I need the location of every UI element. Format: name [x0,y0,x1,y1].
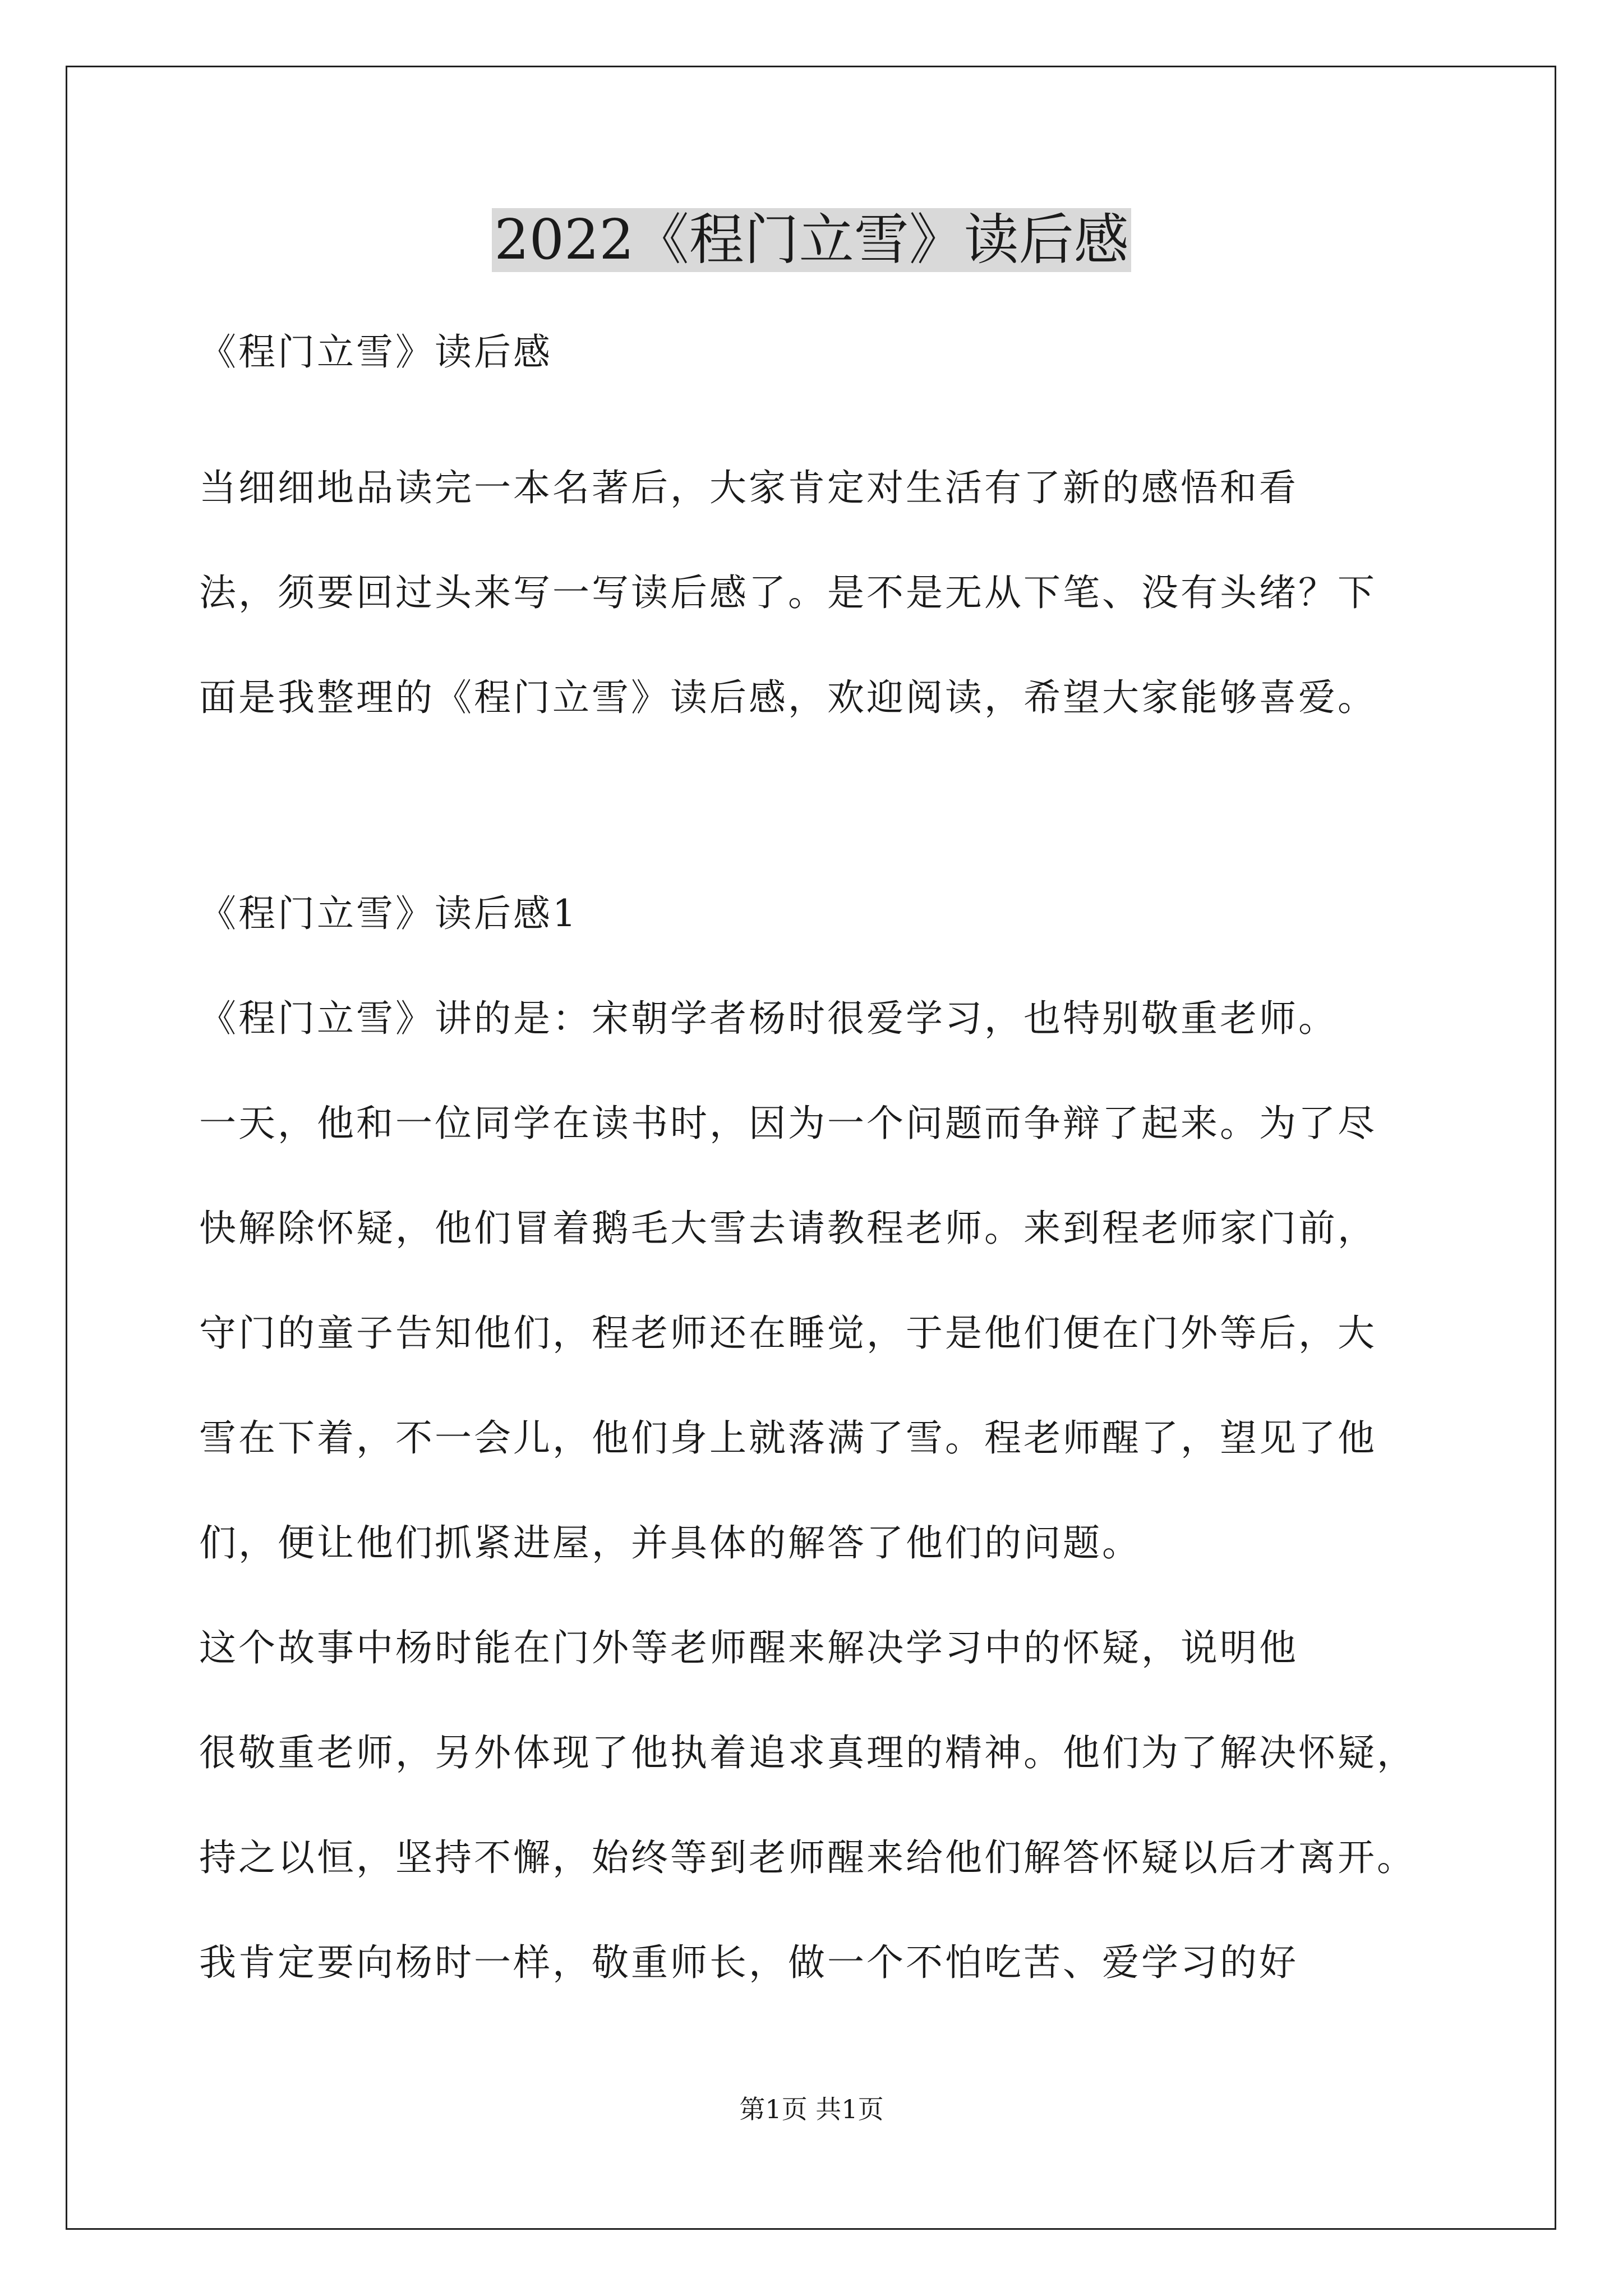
document-title [0,201,1623,279]
intro-line-3: 面是我整理的《程门立雪》读后感，欢迎阅读，希望大家能够喜爱。 [199,676,1377,719]
body-line-6: 们，便让他们抓紧进屋，并具体的解答了他们的问题。 [199,1521,1141,1565]
intro-line-1: 当细细地品读完一本名著后，大家肯定对生活有了新的感悟和看 [199,466,1298,509]
section-heading-1: 《程门立雪》读后感1 [199,892,578,935]
subtitle-line: 《程门立雪》读后感 [199,330,552,374]
body-line-1: 《程门立雪》讲的是：宋朝学者杨时很爱学习，也特别敬重老师。 [199,997,1338,1040]
body-line-3: 快解除怀疑，他们冒着鹅毛大雪去请教程老师。来到程老师家门前， [199,1207,1377,1250]
document-title-text: 2022《程门立雪》读后感 [492,208,1131,272]
body-line-10: 我肯定要向杨时一样，敬重师长，做一个不怕吃苦、爱学习的好 [199,1941,1298,1984]
body-line-9: 持之以恒，坚持不懈，始终等到老师醒来给他们解答怀疑以后才离开。 [199,1836,1416,1879]
page-footer: 第1页 共1页 [739,2094,884,2124]
body-line-5: 雪在下着，不一会儿，他们身上就落满了雪。程老师醒了，望见了他 [199,1416,1377,1460]
intro-line-2: 法，须要回过头来写一写读后感了。是不是无从下笔、没有头绪？下 [199,571,1377,614]
body-line-8: 很敬重老师，另外体现了他执着追求真理的精神。他们为了解决怀疑， [199,1731,1416,1774]
body-line-4: 守门的童子告知他们，程老师还在睡觉，于是他们便在门外等后，大 [199,1312,1377,1355]
body-line-2: 一天，他和一位同学在读书时，因为一个问题而争辩了起来。为了尽 [199,1102,1377,1145]
body-line-7: 这个故事中杨时能在门外等老师醒来解决学习中的怀疑，说明他 [199,1626,1298,1669]
